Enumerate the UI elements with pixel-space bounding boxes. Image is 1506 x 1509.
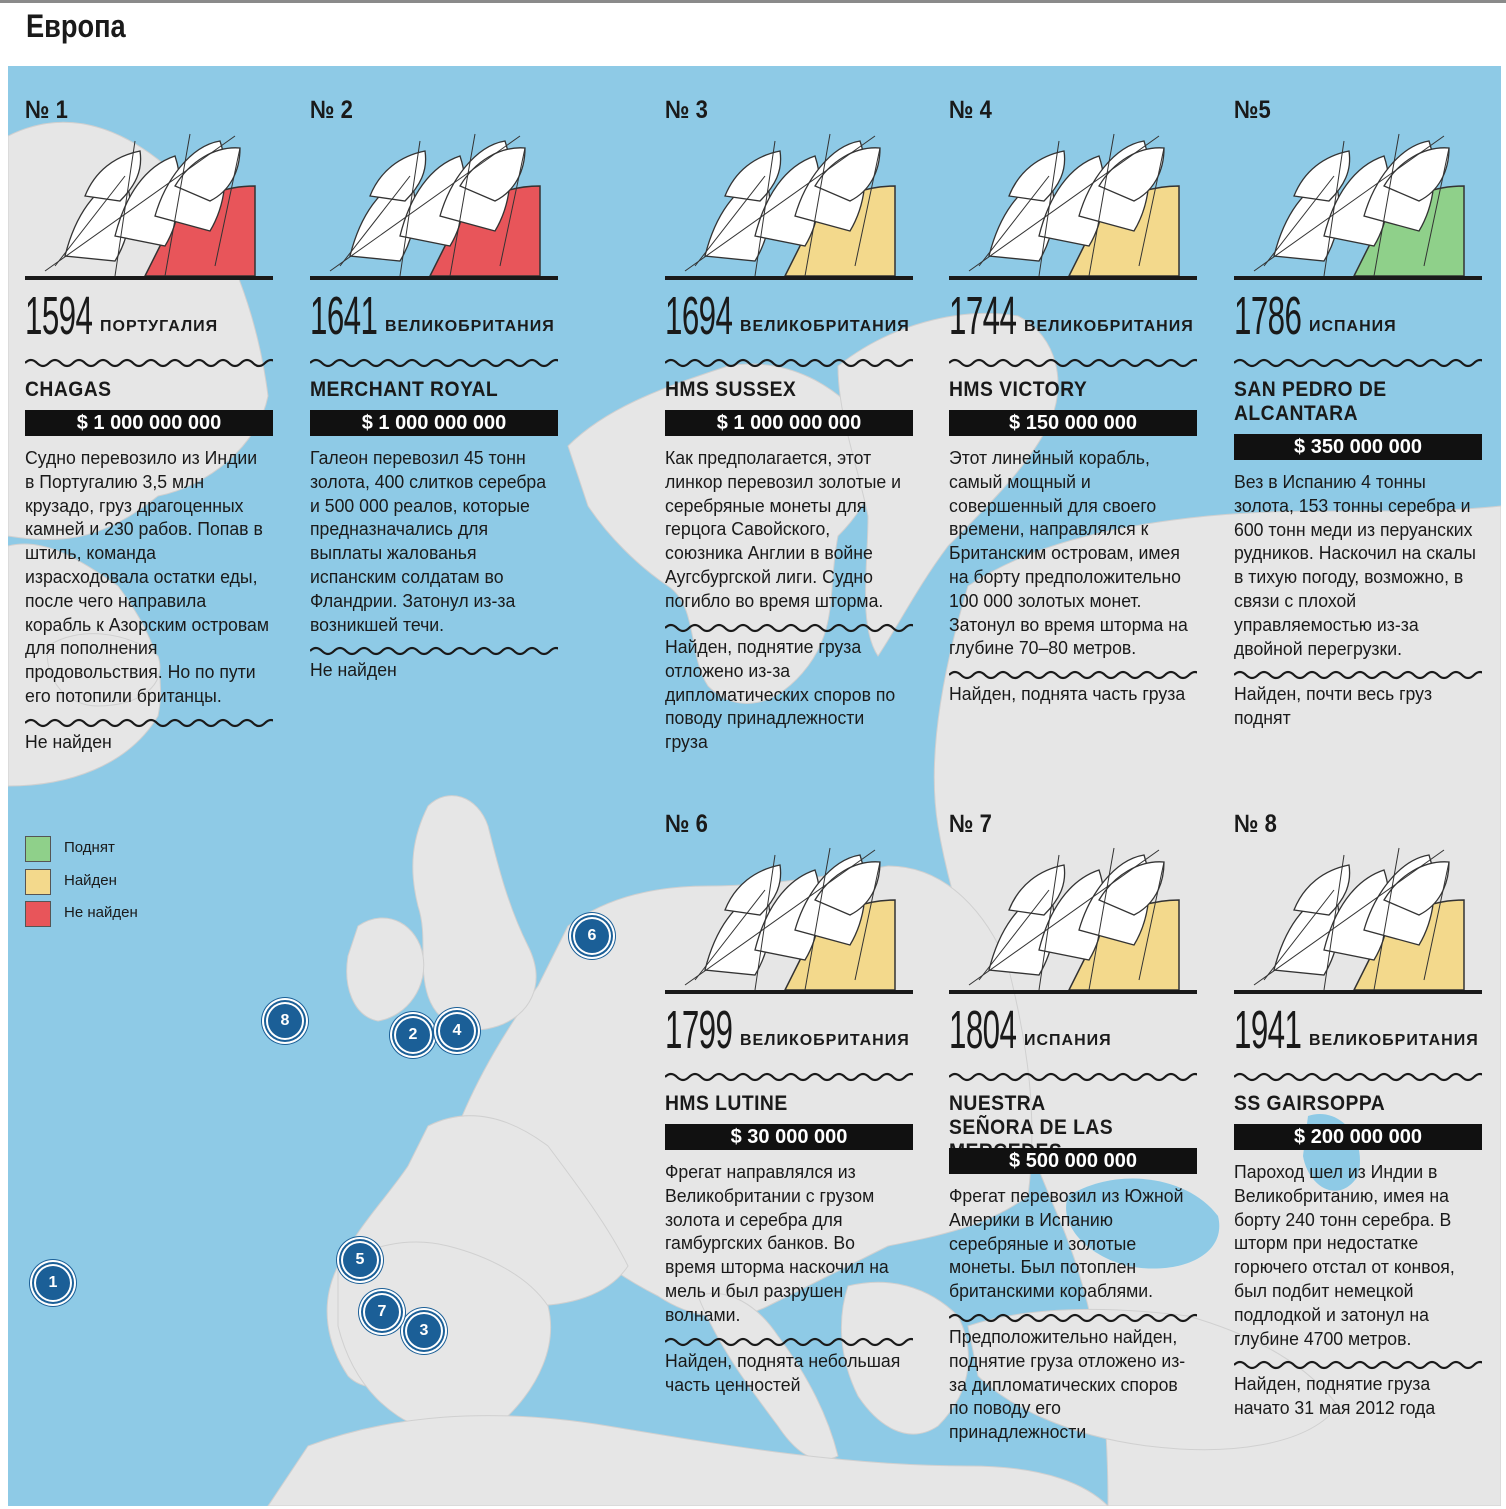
ship-value: $ 1 000 000 000 <box>25 410 273 436</box>
ship-year: 1694 <box>665 286 733 346</box>
legend-label: Поднят <box>64 839 115 856</box>
wave-divider <box>1234 668 1482 680</box>
top-rule <box>0 0 1506 3</box>
ship-status: Не найден <box>310 659 397 680</box>
ship-status: Предположительно найден, поднятие груза отложено из-за дипломатических споров по поводу его принадлежности <box>949 1326 1186 1443</box>
ship-country: ВЕЛИКОБРИТАНИЯ <box>1309 1032 1479 1049</box>
wave-divider <box>1234 1070 1482 1082</box>
legend-swatch-red <box>25 901 51 927</box>
ship-baseline <box>1234 990 1482 994</box>
ship-country: ПОРТУГАЛИЯ <box>100 318 219 335</box>
wave-divider <box>949 1070 1197 1082</box>
ship-illustration <box>1234 840 1482 990</box>
ship-value: $ 30 000 000 <box>665 1124 913 1150</box>
ship-year: 1594 <box>25 286 93 346</box>
ship-year: 1641 <box>310 286 378 346</box>
ship-baseline <box>665 990 913 994</box>
ship-description: Галеон перевозил 45 тонн золота, 400 слитков серебра и 500 000 реалов, которые предназначались для выплаты жалованья испанским солдатам во Фландрии. Затонул из-за возникшей течи. <box>310 447 547 635</box>
ship-number: № 8 <box>1234 810 1277 838</box>
ship-description: Фрегат направлялся из Великобритании с грузом золота и серебра для гамбургских банков. Во время шторма наскочил на мель и был разрушен волнами. <box>665 1161 889 1325</box>
wave-divider <box>949 356 1197 368</box>
ship-number: № 6 <box>665 810 708 838</box>
ship-baseline <box>1234 276 1482 280</box>
ship-status: Не найден <box>25 731 112 752</box>
ship-illustration <box>25 126 273 276</box>
wave-divider <box>25 356 273 368</box>
legend-label: Не найден <box>64 904 138 921</box>
ship-name: HMS VICTORY <box>949 378 1088 401</box>
legend-item-raised <box>25 836 165 862</box>
ship-description: Вез в Испанию 4 тонны золота, 153 тонны серебра и 600 тонн меди из перуанских рудников. Наскочил на скалы в тихую погоду, возможно, в связи с плохой управляемостью из-за двойной перегрузки. <box>1234 471 1476 659</box>
map-marker-5[interactable]: 5 <box>343 1243 377 1277</box>
ship-description: Как предполагается, этот линкор перевозил золотые и серебряные монеты для герцога Савойского, союзника Англии в войне Аугсбургской лиги. Судно погибло во время шторма. <box>665 447 901 611</box>
ship-baseline <box>949 990 1197 994</box>
wave-divider <box>665 356 913 368</box>
ship-value: $ 1 000 000 000 <box>310 410 558 436</box>
ship-country: ВЕЛИКОБРИТАНИЯ <box>740 1032 910 1049</box>
wave-divider <box>25 716 273 728</box>
ship-value: $ 350 000 000 <box>1234 434 1482 460</box>
ship-year: 1786 <box>1234 286 1302 346</box>
ship-baseline <box>310 276 558 280</box>
ship-description: Судно перевозило из Индии в Португалию 3,5 млн крузадо, груз драгоценных камней и 230 рабов. Попав в штиль, команда израсходовала остатки еды, после чего направила корабль к Азорским островам для пополнения продовольствия. Но по пути его потопили британцы. <box>25 447 270 706</box>
map-marker-8[interactable]: 8 <box>268 1004 302 1038</box>
ship-status: Найден, поднята небольшая часть ценностей <box>665 1350 901 1395</box>
wave-divider <box>665 1070 913 1082</box>
ship-baseline <box>949 276 1197 280</box>
legend-item-not-found <box>25 901 165 927</box>
ship-name: HMS LUTINE <box>665 1092 788 1115</box>
ship-name: SS GAIRSOPPA <box>1234 1092 1386 1115</box>
wave-divider <box>665 1335 913 1347</box>
ship-description: Фрегат перевозил из Южной Америки в Испанию серебряные и золотые монеты. Был потоплен британскими кораблями. <box>949 1185 1184 1302</box>
ship-name: NUESTRA SEÑORA DE LAS <box>949 1092 1114 1139</box>
map-marker-7[interactable]: 7 <box>365 1295 399 1329</box>
ship-value: $ 200 000 000 <box>1234 1124 1482 1150</box>
ship-country: ВЕЛИКОБРИТАНИЯ <box>740 318 910 335</box>
ship-description: Пароход шел из Индии в Великобританию, имея на борту 240 тонн серебра. В шторм при недостатке горючего отстал от конвоя, был подбит немецкой подлодкой и затонул на глубине 4700 метров. <box>1234 1161 1455 1349</box>
ship-description: Этот линейный корабль, самый мощный и совершенный для своего времени, направлялся к Британским островам, имея на борту предположительно 100 000 золотых монет. Затонул во время шторма на глубине 70–80 метров. <box>949 447 1188 659</box>
ship-status: Найден, почти весь груз поднят <box>1234 683 1433 728</box>
ship-year: 1744 <box>949 286 1017 346</box>
ship-country: ИСПАНИЯ <box>1309 318 1397 335</box>
wave-divider <box>949 668 1197 680</box>
page-title: Европа <box>26 8 126 44</box>
wave-divider <box>310 356 558 368</box>
ship-illustration <box>310 126 558 276</box>
ship-baseline <box>665 276 913 280</box>
ship-number: № 1 <box>25 96 68 124</box>
ship-value: $ 1 000 000 000 <box>665 410 913 436</box>
ship-country: ИСПАНИЯ <box>1024 1032 1112 1049</box>
ship-value: $ 150 000 000 <box>949 410 1197 436</box>
ship-illustration <box>1234 126 1482 276</box>
ship-illustration <box>949 126 1197 276</box>
ship-number: № 4 <box>949 96 992 124</box>
ship-number: № 2 <box>310 96 353 124</box>
map-marker-1[interactable]: 1 <box>36 1266 70 1300</box>
ship-name: MERCHANT ROYAL <box>310 378 499 401</box>
ship-illustration <box>949 840 1197 990</box>
ship-illustration <box>665 126 913 276</box>
legend-label: Найден <box>64 872 117 889</box>
legend-swatch-yellow <box>25 869 51 895</box>
ship-number: №5 <box>1234 96 1271 124</box>
ship-name: SAN PEDRO DE ALCANTARA <box>1234 378 1387 425</box>
ship-number: № 7 <box>949 810 992 838</box>
ship-year: 1941 <box>1234 1000 1302 1060</box>
map-marker-3[interactable]: 3 <box>407 1314 441 1348</box>
ship-illustration <box>665 840 913 990</box>
ship-status: Найден, поднятие груза начато 31 мая 2012 года <box>1234 1373 1436 1418</box>
ship-country: ВЕЛИКОБРИТАНИЯ <box>385 318 555 335</box>
ship-baseline <box>25 276 273 280</box>
map-marker-6[interactable]: 6 <box>575 919 609 953</box>
wave-divider <box>1234 356 1482 368</box>
wave-divider <box>665 621 913 633</box>
ship-name: HMS SUSSEX <box>665 378 797 401</box>
wave-divider <box>1234 1358 1482 1370</box>
ship-year: 1804 <box>949 1000 1017 1060</box>
legend-swatch-green <box>25 836 51 862</box>
ship-number: № 3 <box>665 96 708 124</box>
map-marker-2[interactable]: 2 <box>396 1018 430 1052</box>
ship-country: ВЕЛИКОБРИТАНИЯ <box>1024 318 1194 335</box>
ship-name: CHAGAS <box>25 378 112 401</box>
ship-status: Найден, поднята часть груза <box>949 683 1186 704</box>
ship-year: 1799 <box>665 1000 733 1060</box>
map-marker-4[interactable]: 4 <box>440 1014 474 1048</box>
ship-status: Найден, поднятие груза отложено из-за дипломатических споров по поводу принадлежности груза <box>665 636 896 753</box>
wave-divider <box>310 644 558 656</box>
legend-item-found <box>25 869 165 895</box>
wave-divider <box>949 1311 1197 1323</box>
ship-value: $ 500 000 000 <box>949 1148 1197 1174</box>
